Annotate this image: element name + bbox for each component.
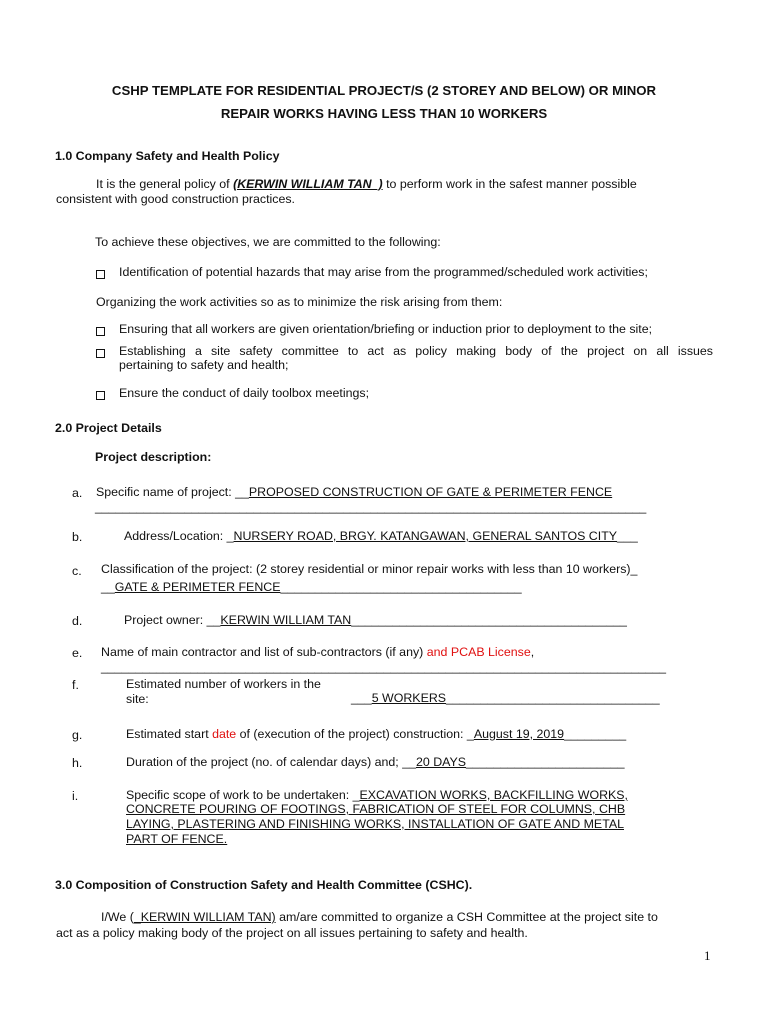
checkbox-icon	[96, 325, 105, 339]
scope-value-line-2: CONCRETE POURING OF FOOTINGS, FABRICATION OF STEEL FOR COLUMNS, CHB	[126, 802, 626, 816]
item-d-marker: d.	[72, 614, 83, 628]
commitment-item-committee: Establishing a site safety committee to act as policy making body of the project on all issues	[119, 344, 713, 358]
policy-text-pre: It is the general policy of	[96, 177, 234, 191]
owner-value: KERWIN WILLIAM TAN	[220, 613, 352, 627]
objectives-intro: To achieve these objectives, we are committed to the following:	[95, 235, 441, 249]
committee-statement	[101, 910, 658, 924]
item-c-classification	[101, 580, 522, 594]
duration-value: 20 DAYS	[415, 755, 467, 769]
item-h-duration	[126, 755, 625, 769]
start-date-value: August 19, 2019	[473, 727, 565, 741]
section-2-heading: 2.0 Project Details	[55, 421, 162, 435]
commitment-item-hazards: Identification of potential hazards that may arise from the programmed/scheduled work activities;	[119, 265, 648, 279]
item-h-marker: h.	[72, 756, 83, 770]
document-title-line-2: REPAIR WORKS HAVING LESS THAN 10 WORKERS	[220, 106, 548, 121]
classification-tail: ___________________________________	[280, 580, 522, 594]
contractor-comma: ,	[530, 645, 535, 659]
address-value: NURSERY ROAD, BRGY. KATANGAWAN, GENERAL SANTOS CITY	[233, 529, 618, 543]
commitment-item-orientation: Ensuring that all workers are given orientation/briefing or induction prior to deployment to the site;	[119, 322, 653, 336]
policy-text-post: to perform work in the safest manner possible	[382, 177, 637, 191]
classification-value: GATE & PERIMETER FENCE	[114, 580, 281, 594]
item-g-marker: g.	[72, 728, 83, 742]
project-name-blank-line: ________________________________________________________________________________	[95, 500, 647, 514]
committee-text-post: am/are committed to organize a CSH Committee at the project site to	[275, 910, 658, 924]
workers-tail: _______________________________	[446, 691, 660, 705]
document-title-line-1: CSHP TEMPLATE FOR RESIDENTIAL PROJECT/S (2 STOREY AND BELOW) OR MINOR	[111, 83, 657, 98]
classification-label: Classification of the project: (2 storey residential or minor repair works with less than 10 workers)_	[101, 562, 638, 576]
company-name: (KERWIN WILLIAM TAN_)	[233, 177, 383, 191]
item-b-address	[124, 529, 638, 543]
item-g-start-date	[126, 727, 626, 741]
policy-statement-line-2: consistent with good construction practices.	[56, 192, 295, 206]
organizing-statement: Organizing the work activities so as to minimize the risk arising from them:	[96, 295, 503, 309]
project-description-heading: Project description:	[95, 450, 212, 464]
item-i-scope	[126, 788, 628, 802]
item-e-contractor	[101, 645, 534, 659]
workers-value: 5 WORKERS	[371, 691, 447, 705]
classification-pre: __	[101, 580, 115, 594]
page-number: 1	[704, 948, 711, 963]
pcab-license-label: and PCAB License	[426, 645, 531, 659]
workers-pre: ___	[351, 691, 372, 705]
start-date-tail: _________	[564, 727, 627, 741]
item-c-marker: c.	[72, 564, 82, 578]
item-a-marker: a.	[72, 486, 83, 500]
item-f-workers	[351, 691, 660, 705]
contractor-blank-line: __________________________________________________________________________________	[101, 660, 667, 674]
committee-statement-line-2: act as a policy making body of the project on all issues pertaining to safety and health.	[56, 926, 528, 940]
scope-value-line-4: PART OF FENCE.	[126, 832, 228, 846]
item-d-owner	[124, 613, 627, 627]
committee-text-pre: I/We (	[101, 910, 134, 924]
committee-name: _KERWIN WILLIAM TAN)	[133, 910, 276, 924]
workers-label-line-2: site:	[126, 692, 149, 706]
commitment-item-toolbox: Ensure the conduct of daily toolbox meetings;	[119, 386, 370, 400]
project-name-label: Specific name of project: __	[96, 485, 249, 499]
address-tail: ___	[617, 529, 638, 543]
commitment-item-committee-line-2: pertaining to safety and health;	[119, 358, 289, 372]
start-date-label-pre: Estimated start	[126, 727, 213, 741]
scope-value-line-3: LAYING, PLASTERING AND FINISHING WORKS, INSTALLATION OF GATE AND METAL	[126, 817, 624, 831]
checkbox-icon	[96, 268, 105, 282]
duration-tail: _______________________	[466, 755, 625, 769]
item-f-marker: f.	[72, 678, 79, 692]
checkbox-icon	[96, 389, 105, 403]
item-e-marker: e.	[72, 646, 83, 660]
scope-value-line-1: EXCAVATION WORKS, BACKFILLING WORKS,	[359, 788, 629, 802]
start-date-label-post: of (execution of the project) construction: _	[236, 727, 474, 741]
duration-label: Duration of the project (no. of calendar days) and; __	[126, 755, 416, 769]
checkbox-icon	[96, 347, 105, 361]
policy-statement	[96, 177, 637, 191]
section-1-heading: 1.0 Company Safety and Health Policy	[55, 149, 280, 163]
owner-tail: ________________________________________	[351, 613, 627, 627]
scope-label: Specific scope of work to be undertaken: _	[126, 788, 360, 802]
section-3-heading: 3.0 Composition of Construction Safety and Health Committee (CSHC).	[55, 878, 473, 892]
item-a-project-name	[96, 485, 612, 499]
owner-label: Project owner: __	[124, 613, 221, 627]
item-i-marker: i.	[72, 789, 79, 803]
address-label: Address/Location: _	[124, 529, 234, 543]
start-date-label-red: date	[212, 727, 237, 741]
workers-label-line-1: Estimated number of workers in the	[126, 677, 321, 691]
project-name-value: PROPOSED CONSTRUCTION OF GATE & PERIMETER FENCE	[248, 485, 613, 499]
contractor-label: Name of main contractor and list of sub-contractors (if any)	[101, 645, 427, 659]
item-b-marker: b.	[72, 530, 83, 544]
